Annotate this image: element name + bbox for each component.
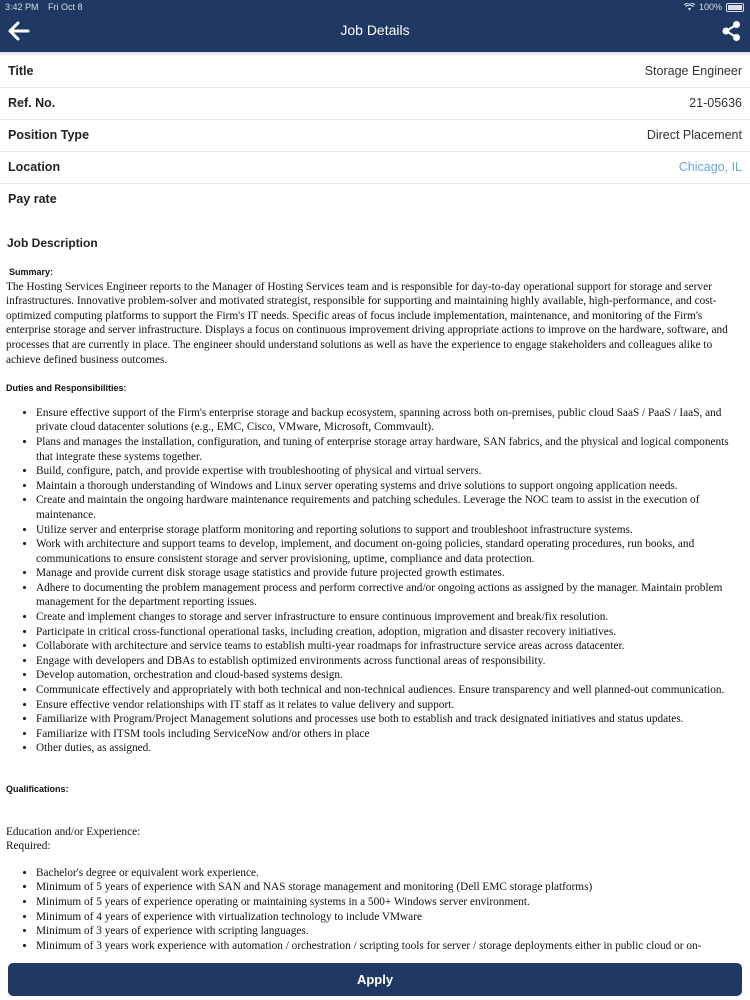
summary-text: The Hosting Services Engineer reports to the Manager of Hosting Services team and is responsible for day-to-day operational support for storage and server infrastructures. Innovative problem-solver and motivated strategist, responsible for supporting and maintaining highly available, high-performance, and cost-optimized computing platforms to support the Firm's IT needs. Specific areas of focus include implementation, maintenance, and monitoring of the Firm's enterprise storage and server infrastructure. Displays a focus on continuous improvement driving appropriate actions to improve on the hardware, software, and processes that are currently in place. The engineer should understand solutions as well as have the experience to engage stakeholders and colleagues alike to achieve defined business outcomes. <box>6 280 728 366</box>
share-button[interactable] <box>720 20 744 44</box>
apply-button[interactable]: Apply <box>8 963 742 996</box>
list-item: • Familiarize with Program/Project Management solutions and processes use both to establish and track designated initiatives and status updates. <box>36 712 741 727</box>
detail-label: Ref. No. <box>8 96 56 110</box>
education-label: Education and/or Experience: <box>6 825 141 838</box>
page-title: Job Details <box>340 22 410 38</box>
spacer <box>6 854 741 866</box>
detail-row-position-type <box>0 119 750 152</box>
detail-row-ref-no <box>0 87 750 120</box>
list-item: • Ensure effective support of the Firm's enterprise storage and backup ecosystem, spanning across both on-premises, public cloud SaaS / PaaS / IaaS, and private cloud datacenter solutions (e.g., EMC, Cisco, VMware, Microsoft, Commvault). <box>36 406 741 435</box>
detail-label: Location <box>8 160 61 174</box>
navigation-header <box>0 0 750 52</box>
list-item: • Minimum of 5 years of experience operating or maintaining systems in a 500+ Windows server environment. <box>36 895 741 910</box>
job-description-heading: Job Description <box>7 236 98 250</box>
detail-row-pay-rate <box>0 183 750 215</box>
list-item: • Minimum of 4 years of experience with virtualization technology to include VMware <box>36 910 741 925</box>
detail-row-location <box>0 151 750 184</box>
list-item: • Familiarize with ITSM tools including ServiceNow and/or others in place <box>36 727 741 742</box>
spacer <box>6 756 741 782</box>
status-indicators <box>684 0 744 14</box>
duties-list <box>6 406 741 756</box>
list-item: • Minimum of 3 years of experience with scripting languages. <box>36 924 741 939</box>
detail-row-title <box>0 55 750 88</box>
list-item: • Utilize server and enterprise storage platform monitoring and reporting solutions to support and troubleshoot infrastructure systems. <box>36 523 741 538</box>
status-bar <box>0 0 750 14</box>
list-item: • Bachelor's degree or equivalent work experience. <box>36 866 741 881</box>
required-label: Required: <box>6 840 51 853</box>
qualifications-label: Qualifications: <box>6 784 69 794</box>
list-item: • Adhere to documenting the problem management process and perform corrective and/or ongoing actions as assigned by the manager. Maintain problem management for the department reporting issues. <box>36 581 741 610</box>
requirements-list <box>6 866 741 954</box>
list-item: • Communicate effectively and appropriately with both technical and non-technical audiences. Ensure transparency and well planned-out communication. <box>36 683 741 698</box>
list-item: • Minimum of 3 years work experience with automation / orchestration / scripting tools for server / storage deployments either in public cloud or on- <box>36 939 741 954</box>
list-item: • Create and implement changes to storage and server infrastructure to ensure continuous improvement and break/fix resolution. <box>36 610 741 625</box>
list-item: • Collaborate with architecture and service teams to establish multi-year roadmaps for infrastructure service areas across datacenter. <box>36 639 741 654</box>
spacer <box>6 396 741 406</box>
detail-value: Direct Placement <box>646 128 742 142</box>
detail-label: Position Type <box>8 128 90 142</box>
list-item: • Plans and manages the installation, configuration, and tuning of enterprise storage array hardware, SAN fabrics, and the physical and logical components that integrate these systems together. <box>36 435 741 464</box>
list-item: • Participate in critical cross-functional operational tasks, including creation, adoption, migration and disaster recovery initiatives. <box>36 625 741 640</box>
list-item: • Develop automation, orchestration and cloud-based systems design. <box>36 668 741 683</box>
list-item: • Create and maintain the ongoing hardware maintenance requirements and patching schedules. Leverage the NOC team to assist in the execution of maintenance. <box>36 493 741 522</box>
detail-value: Storage Engineer <box>644 64 742 78</box>
wifi-icon <box>684 3 695 11</box>
list-item: • Minimum of 5 years of experience with SAN and NAS storage management and monitoring (Dell EMC storage platforms) <box>36 880 741 895</box>
list-item: • Maintain a thorough understanding of Windows and Linux server operating systems and drive solutions to support ongoing application needs. <box>36 479 741 494</box>
list-item: • Manage and provide current disk storage usage statistics and provide future projected growth estimates. <box>36 566 741 581</box>
spacer <box>6 367 741 381</box>
list-item: • Work with architecture and support teams to develop, implement, and document on-going policies, standard operating procedures, run books, and communications to ensure consistent storage and server provisioning, uptime, compliance and data protection. <box>36 537 741 566</box>
share-icon <box>720 20 742 42</box>
list-item: • Ensure effective vendor relationships with IT staff as it relates to value delivery and support. <box>36 698 741 713</box>
duties-label: Duties and Responsibilities: <box>6 383 127 394</box>
detail-label: Pay rate <box>8 192 57 206</box>
battery-icon <box>726 3 744 12</box>
status-time: 3:42 PM <box>5 2 39 12</box>
spacer <box>6 797 741 825</box>
apply-bar <box>0 960 750 1000</box>
list-item: • Build, configure, patch, and provide expertise with troubleshooting of physical and virtual servers. <box>36 464 741 479</box>
battery-percent: 100% <box>698 2 722 12</box>
location-link[interactable]: Chicago, IL <box>678 160 742 174</box>
status-date: Fri Oct 8 <box>48 2 83 12</box>
job-description-body <box>6 265 741 953</box>
detail-label: Title <box>8 64 34 78</box>
summary-label: Summary: <box>9 267 54 277</box>
detail-value: 21-05636 <box>689 96 742 110</box>
list-item: • Other duties, as assigned. <box>36 741 741 756</box>
list-item: • Engage with developers and DBAs to establish optimized environments across functional areas of responsibility. <box>36 654 741 669</box>
